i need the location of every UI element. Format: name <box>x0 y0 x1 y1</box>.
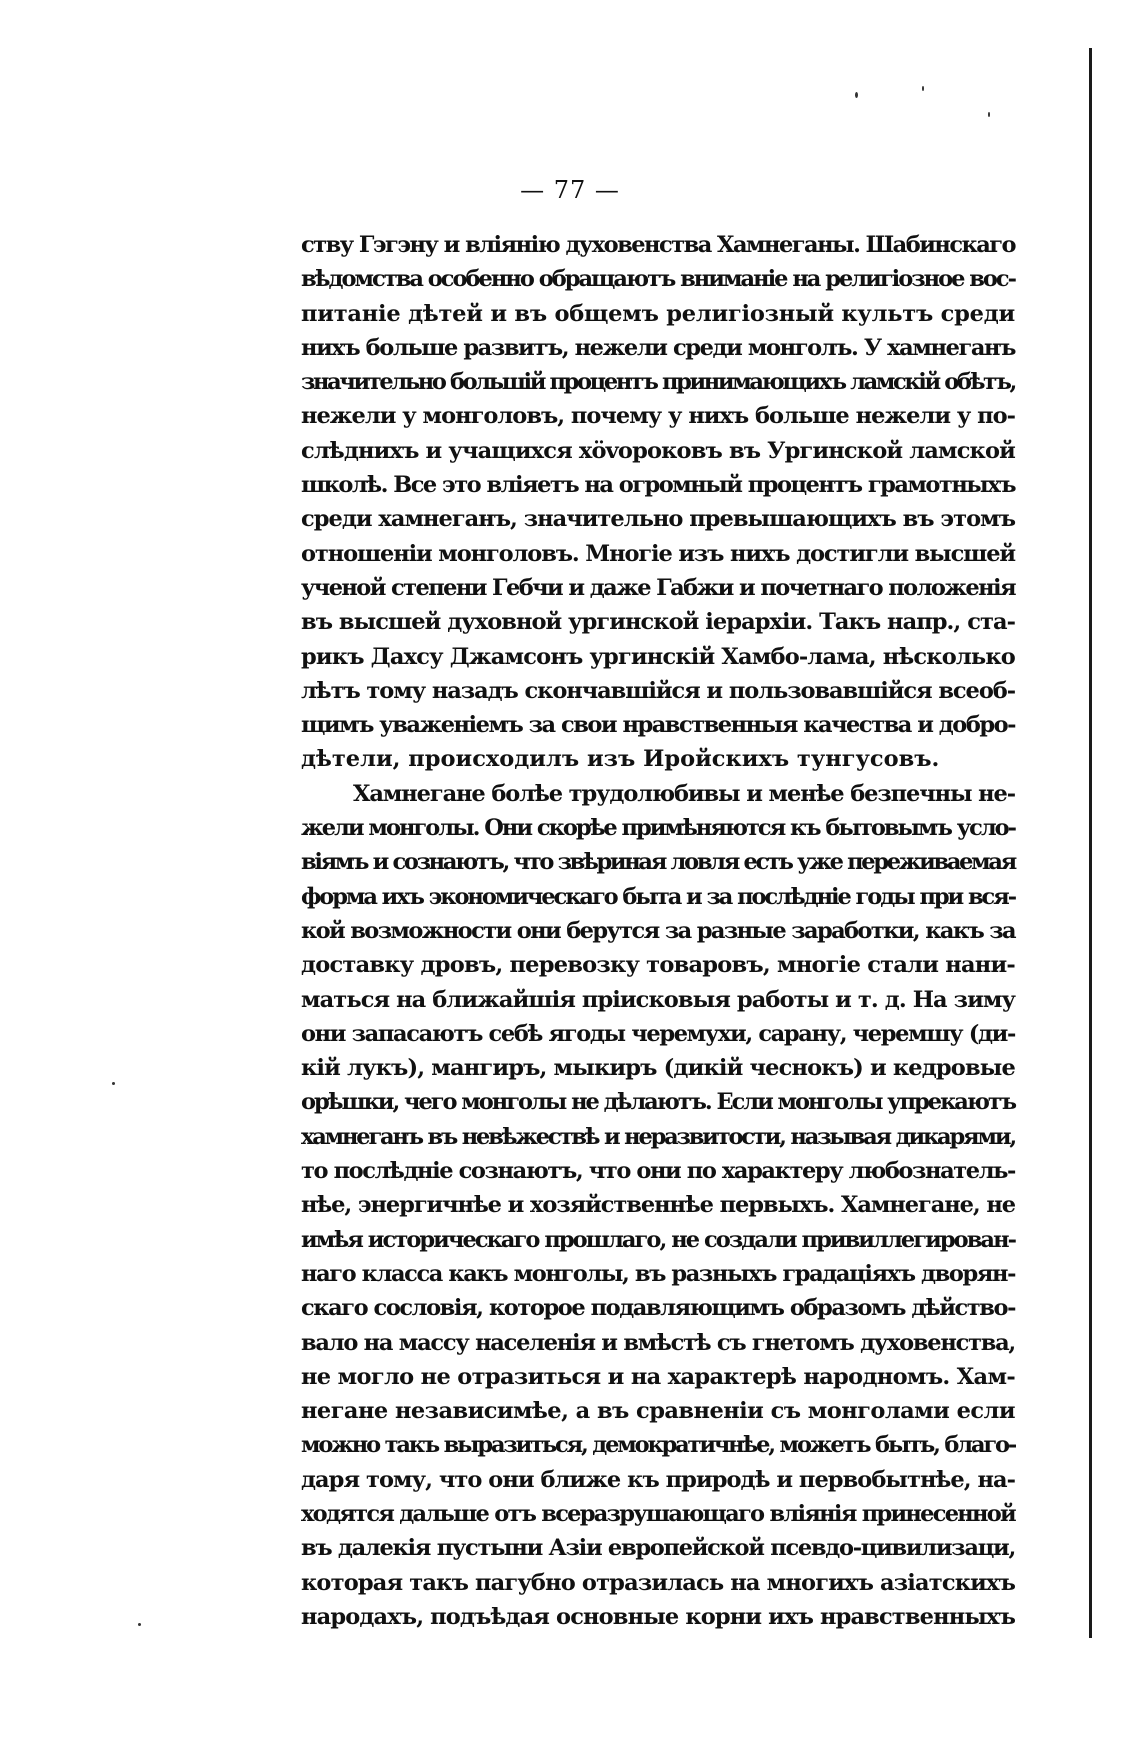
text-line: въ далекія пустыни Азіи европейской псевдо-цивилизаци, <box>301 1535 1016 1562</box>
text-line: доставку дровъ, перевозку товаровъ, многіе стали нани- <box>301 952 1015 979</box>
text-line: скаго сословія, которое подавляющимъ образомъ дѣйство- <box>301 1295 1015 1322</box>
text-line: народахъ, подъѣдая основные корни ихъ нравственныхъ <box>301 1603 1016 1630</box>
text-line: среди хамнеганъ, значительно превышающихъ въ этомъ <box>301 506 1015 533</box>
text-line: можно такъ выразиться, демократичнѣе, можетъ быть, благо- <box>301 1432 1015 1459</box>
page-number: — 77 — <box>520 176 620 204</box>
text-line: ходятся дальше отъ всеразрушающаго вліянія принесенной <box>301 1500 1015 1527</box>
text-line: хамнеганъ въ невѣжествѣ и неразвитости, называя дикарями, <box>301 1123 1016 1150</box>
text-line: негане независимѣе, а въ сравненіи съ монголами если <box>301 1398 1015 1425</box>
paragraph-end-line: дѣтели, происходилъ изъ Иройскихъ тунгусовъ. <box>301 746 940 773</box>
text-line: то послѣдніе сознаютъ, что они по характеру любознатель- <box>301 1158 1015 1185</box>
text-line: рикъ Дахсу Джамсонъ ургинскій Хамбо-лама, нѣсколько <box>301 643 1015 670</box>
paragraph-start-line: Хамнегане болѣе трудолюбивы и менѣе безпечны не- <box>353 780 1016 807</box>
text-line: віямъ и сознаютъ, что звѣриная ловля есть уже переживаемая <box>301 849 1015 876</box>
text-line: ученой степени Гебчи и даже Габжи и почетнаго положенія <box>301 574 1016 601</box>
text-line: школѣ. Все это вліяетъ на огромный процентъ грамотныхъ <box>301 472 1016 499</box>
text-line: вѣдомства особенно обращаютъ вниманіе на религіозное вос- <box>301 266 1015 293</box>
text-line: не могло не отразиться и на характерѣ народномъ. Хам- <box>301 1363 1016 1390</box>
text-line: даря тому, что они ближе къ природѣ и первобытнѣе, на- <box>301 1466 1016 1493</box>
text-line: вало на массу населенія и вмѣстѣ съ гнетомъ духовенства, <box>301 1329 1016 1356</box>
text-line: лѣтъ тому назадъ скончавшійся и пользовавшійся всеоб- <box>301 677 1015 704</box>
text-line: они запасаютъ себѣ ягоды черемухи, сарану, черемшу (ди- <box>301 1020 1016 1047</box>
text-line: орѣшки, чего монголы не дѣлаютъ. Если монголы упрекаютъ <box>301 1089 1015 1116</box>
body-text <box>301 228 1015 1634</box>
text-line: щимъ уваженіемъ за свои нравственныя качества и добро- <box>301 712 1015 739</box>
text-line: питаніе дѣтей и въ общемъ религіозный культъ среди <box>301 300 1015 327</box>
scan-edge-rule <box>1089 48 1092 1638</box>
text-line: маться на ближайшія пріисковыя работы и т. д. На зиму <box>301 986 1015 1013</box>
text-line: наго класса какъ монголы, въ разныхъ градаціяхъ дворян- <box>301 1260 1016 1287</box>
text-line: ству Гэгэну и вліянію духовенства Хамнеганы. Шабинскаго <box>301 232 1016 258</box>
text-line: нихъ больше развитъ, нежели среди монголъ. У хамнеганъ <box>301 334 1015 361</box>
text-line: жели монголы. Они скорѣе примѣняются къ бытовымъ усло- <box>301 815 1016 842</box>
text-line: форма ихъ экономическаго быта и за послѣдніе годы при вся- <box>301 883 1016 910</box>
text-line: кій лукъ), мангиръ, мыкиръ (дикій чеснокъ) и кедровые <box>301 1055 1015 1082</box>
scan-speck <box>855 92 858 98</box>
text-line: нѣе, энергичнѣе и хозяйственнѣе первыхъ. Хамнегане, не <box>301 1192 1015 1219</box>
text-line: кой возможности они берутся за разные заработки, какъ за <box>301 917 1015 944</box>
text-line: слѣднихъ и учащихся хövороковъ въ Ургинской ламской <box>301 437 1015 464</box>
scan-speck <box>988 112 990 117</box>
text-line: нежели у монголовъ, почему у нихъ больше нежели у по- <box>301 403 1015 430</box>
text-line: которая такъ пагубно отразилась на многихъ азіатскихъ <box>301 1569 1015 1596</box>
scan-speck <box>112 1082 115 1085</box>
text-line: имѣя историческаго прошлаго, не создали привиллегирован- <box>301 1226 1015 1253</box>
text-line: въ высшей духовной ургинской іерархіи. Такъ напр., ста- <box>301 609 1015 636</box>
text-line: отношеніи монголовъ. Многіе изъ нихъ достигли высшей <box>301 540 1015 567</box>
scan-speck <box>922 86 924 91</box>
scan-speck <box>138 1623 141 1626</box>
text-line: значительно большій процентъ принимающихъ ламскій обѣтъ, <box>301 369 1015 396</box>
